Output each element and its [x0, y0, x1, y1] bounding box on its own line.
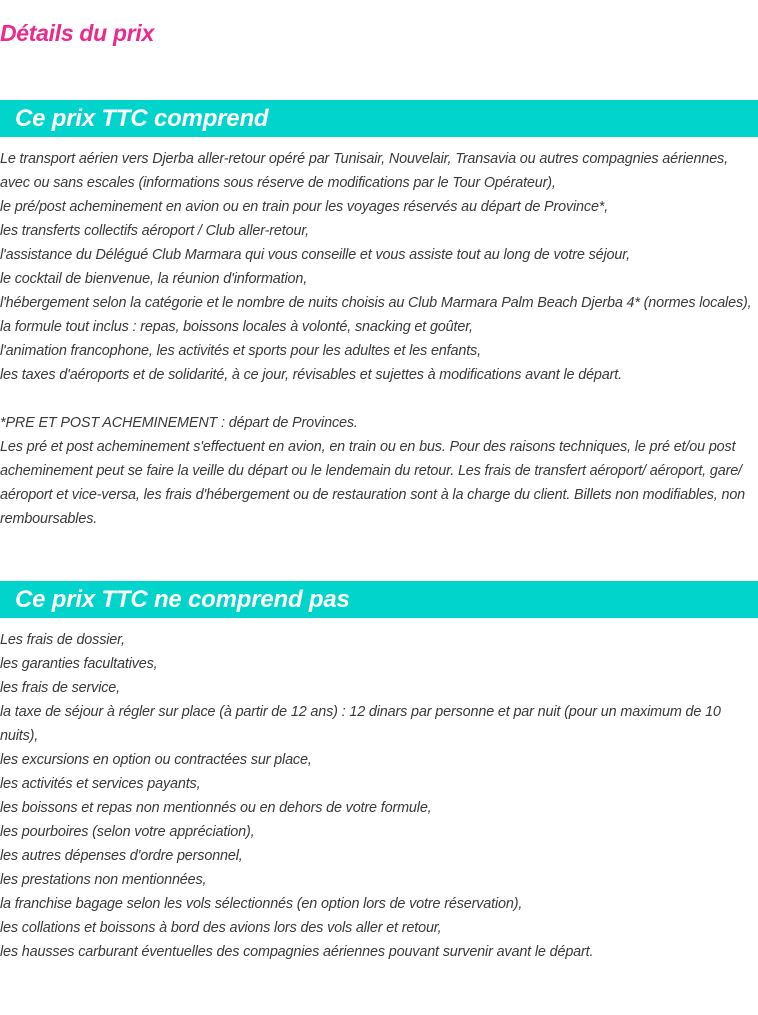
included-item: la formule tout inclus : repas, boissons locales à volonté, snacking et goûter, — [0, 319, 473, 335]
excluded-item: les pourboires (selon votre appréciation), — [0, 824, 255, 840]
note-title: *PRE ET POST ACHEMINEMENT : départ de Provinces. — [0, 415, 358, 431]
included-heading: Ce prix TTC comprend — [15, 104, 269, 132]
excluded-item: les prestations non mentionnées, — [0, 872, 207, 888]
excluded-section-header — [0, 581, 758, 618]
included-item: les transferts collectifs aéroport / Club aller-retour, — [0, 223, 310, 239]
excluded-item: les collations et boissons à bord des avions lors des vols aller et retour, — [0, 920, 442, 936]
included-list — [0, 147, 758, 531]
excluded-item: Les frais de dossier, — [0, 632, 125, 648]
excluded-item: les activités et services payants, — [0, 776, 201, 792]
included-section-header — [0, 100, 758, 137]
excluded-list — [0, 628, 758, 964]
excluded-item: la taxe de séjour à régler sur place (à partir de 12 ans) : 12 dinars par personne et par nuit (pour un maximum de 10 nuits), — [0, 704, 721, 744]
excluded-heading: Ce prix TTC ne comprend pas — [15, 585, 350, 613]
excluded-item: les garanties facultatives, — [0, 656, 158, 672]
included-item: le cocktail de bienvenue, la réunion d'information, — [0, 271, 308, 287]
excluded-item: les boissons et repas non mentionnés ou en dehors de votre formule, — [0, 800, 432, 816]
included-item: Le transport aérien vers Djerba aller-retour opéré par Tunisair, Nouvelair, Transavia ou autres compagnies aériennes, avec ou sans escales (informations sous réserve de modifications par le Tour Opérateur), — [0, 151, 728, 191]
excluded-item: les excursions en option ou contractées sur place, — [0, 752, 312, 768]
included-item: le pré/post acheminement en avion ou en train pour les voyages réservés au départ de Province*, — [0, 199, 609, 215]
excluded-item: la franchise bagage selon les vols sélectionnés (en option lors de votre réservation), — [0, 896, 523, 912]
note-text: Les pré et post acheminement s'effectuent en avion, en train ou en bus. Pour des raisons techniques, le pré et/ou post acheminement peut se faire la veille du départ ou le lendemain du retour. Les frais de transfert aéroport/ aéroport, gare/ aéroport et vice-versa, les frais d'hébergement ou de restauration sont à la charge du client. Billets non modifiables, non remboursables. — [0, 439, 746, 527]
spacer — [0, 387, 758, 411]
excluded-item: les frais de service, — [0, 680, 121, 696]
excluded-item: les autres dépenses d'ordre personnel, — [0, 848, 243, 864]
included-item: l'assistance du Délégué Club Marmara qui vous conseille et vous assiste tout au long de votre séjour, — [0, 247, 630, 263]
included-item: l'animation francophone, les activités et sports pour les adultes et les enfants, — [0, 343, 481, 359]
excluded-item: les hausses carburant éventuelles des compagnies aériennes pouvant survenir avant le départ. — [0, 944, 594, 960]
included-item: l'hébergement selon la catégorie et le nombre de nuits choisis au Club Marmara Palm Beach Djerba 4* (normes locales), — [0, 295, 752, 311]
page-title: Détails du prix — [0, 20, 154, 46]
included-item: les taxes d'aéroports et de solidarité, à ce jour, révisables et sujettes à modifications avant le départ. — [0, 367, 622, 383]
